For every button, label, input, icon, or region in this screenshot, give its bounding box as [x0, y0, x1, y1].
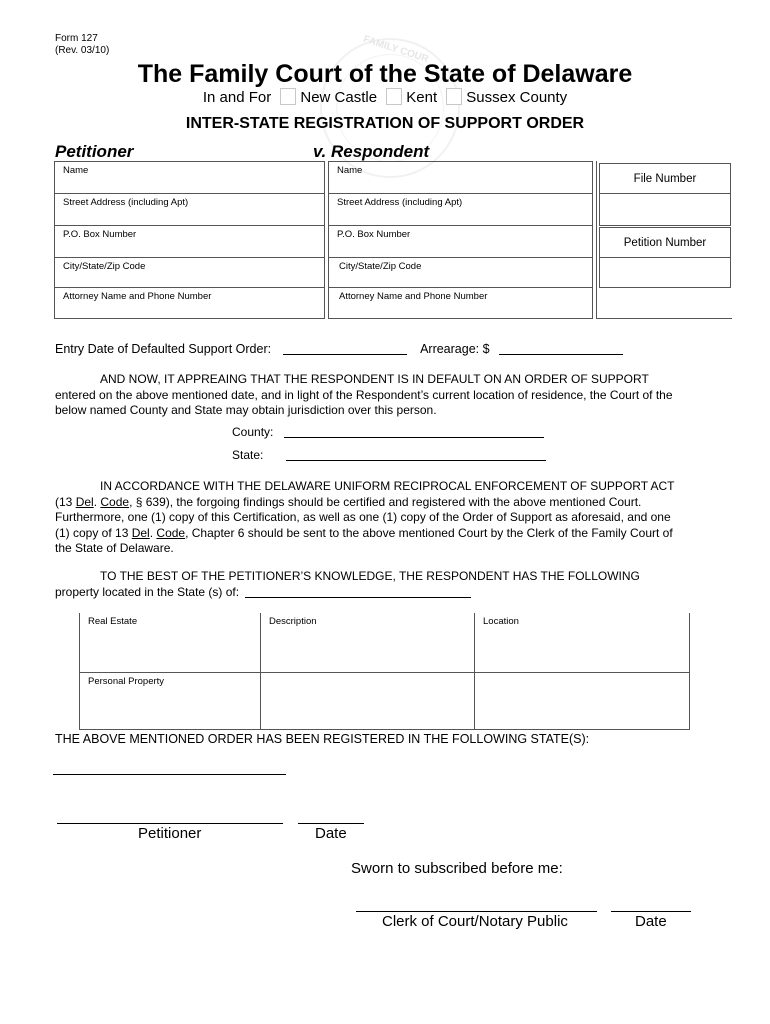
respondent-street-label: Street Address (including Apt): [337, 197, 463, 208]
default-paragraph-line-1: AND NOW, IT APPREAING THAT THE RESPONDENT IS IN DEFAULT ON AN ORDER OF SUPPORT: [100, 372, 649, 386]
petition-number-header: [599, 227, 731, 258]
petitioner-pobox-label: P.O. Box Number: [63, 229, 137, 240]
accordance-line-4-start: (1) copy of 13: [55, 525, 132, 540]
real-estate-label: Real Estate: [88, 616, 138, 627]
respondent-city-label: City/State/Zip Code: [339, 261, 422, 272]
accordance-paragraph: [55, 479, 735, 557]
sworn-text: Sworn to subscribed before me:: [351, 860, 563, 877]
entry-date-label: Entry Date of Defaulted Support Order:: [55, 342, 272, 356]
in-and-for-label: In and For: [202, 89, 272, 106]
kent-checkbox[interactable]: [386, 88, 402, 105]
county-row: [232, 425, 544, 441]
petitioner-attorney-field[interactable]: [54, 287, 325, 319]
form-number: Form 127: [55, 33, 98, 44]
respondent-city-field[interactable]: [328, 257, 593, 288]
default-paragraph-line-2: entered on the above mentioned date, and in light of the Respondent’s current location of residence, the Court of the: [55, 387, 673, 402]
personal-property-label: Personal Property: [88, 676, 165, 687]
arrearage-input[interactable]: [499, 343, 623, 355]
registered-states-input[interactable]: [53, 774, 286, 775]
new-castle-label: New Castle: [300, 89, 378, 106]
petitioner-name-field[interactable]: [54, 161, 325, 194]
del-citation-2: Del: [131, 525, 150, 540]
clerk-signature-line[interactable]: [356, 911, 597, 912]
default-paragraph: [55, 372, 735, 419]
county-input[interactable]: [284, 426, 544, 438]
description-label: Description: [269, 616, 317, 627]
real-estate-cell[interactable]: [79, 613, 261, 673]
file-number-label: File Number: [633, 173, 697, 185]
citation-dot: .: [93, 494, 101, 509]
form-subtitle: INTER-STATE REGISTRATION OF SUPPORT ORDER: [185, 115, 585, 132]
state-row: [232, 448, 546, 464]
petitioner-city-field[interactable]: [54, 257, 325, 288]
petitioner-heading: Petitioner: [55, 142, 134, 161]
personal-property-description-cell[interactable]: [260, 672, 475, 730]
petitioner-city-label: City/State/Zip Code: [63, 261, 146, 272]
clerk-signature-label: Clerk of Court/Notary Public: [382, 913, 568, 930]
file-column-bottom-line: [596, 318, 732, 319]
seal-text: FAMILY COUR: [361, 33, 430, 66]
petitioner-date-line[interactable]: [298, 823, 364, 824]
registered-states-text: THE ABOVE MENTIONED ORDER HAS BEEN REGISTERED IN THE FOLLOWING STATE(S):: [55, 732, 590, 746]
county-selection: [0, 88, 770, 106]
file-number-field[interactable]: [599, 193, 731, 226]
accordance-line-5: the State of Delaware.: [55, 541, 174, 555]
location-label: Location: [483, 616, 519, 627]
file-number-header: [599, 163, 731, 194]
petitioner-attorney-label: Attorney Name and Phone Number: [63, 291, 212, 302]
form-identifier: [55, 33, 109, 57]
property-line-1: TO THE BEST OF THE PETITIONER’S KNOWLEDGE, THE RESPONDENT HAS THE FOLLOWING: [100, 569, 640, 583]
property-state-input[interactable]: [245, 586, 471, 598]
file-column-divider: [596, 161, 597, 319]
petition-number-label: Petition Number: [623, 237, 707, 249]
property-line-2: [55, 585, 735, 601]
sussex-label: Sussex County: [466, 89, 568, 106]
petitioner-pobox-field[interactable]: [54, 225, 325, 258]
form-revision: (Rev. 03/10): [55, 45, 110, 56]
respondent-heading: v. Respondent: [313, 142, 430, 161]
del-citation: Del: [75, 494, 94, 509]
entry-date-input[interactable]: [283, 343, 407, 355]
arrearage-label: Arrearage: $: [420, 342, 490, 356]
default-paragraph-line-3: below named County and State may obtain jurisdiction over this person.: [55, 403, 437, 417]
state-input[interactable]: [286, 449, 546, 461]
respondent-pobox-field[interactable]: [328, 225, 593, 258]
accordance-line-2: [55, 495, 735, 511]
respondent-attorney-field[interactable]: [328, 287, 593, 319]
respondent-attorney-label: Attorney Name and Phone Number: [339, 291, 488, 302]
respondent-street-field[interactable]: [328, 193, 593, 226]
respondent-name-field[interactable]: [328, 161, 593, 194]
respondent-name-label: Name: [337, 165, 363, 176]
kent-label: Kent: [406, 89, 438, 106]
state-label: State:: [232, 448, 264, 462]
respondent-pobox-label: P.O. Box Number: [337, 229, 411, 240]
county-label: County:: [232, 425, 274, 439]
petitioner-street-field[interactable]: [54, 193, 325, 226]
petition-number-field[interactable]: [599, 257, 731, 288]
clerk-date-label: Date: [635, 913, 667, 930]
real-estate-location-cell[interactable]: [474, 613, 690, 673]
personal-property-cell[interactable]: [79, 672, 261, 730]
citation-dot-2: .: [149, 525, 157, 540]
accordance-line-4-end: , Chapter 6 should be sent to the above mentioned Court by the Clerk of the Family Court of: [185, 525, 673, 540]
petitioner-date-label: Date: [315, 825, 347, 842]
new-castle-checkbox[interactable]: [280, 88, 296, 105]
clerk-date-line[interactable]: [611, 911, 691, 912]
code-citation: Code: [100, 494, 130, 509]
court-title: The Family Court of the State of Delaware: [137, 60, 633, 88]
personal-property-location-cell[interactable]: [474, 672, 690, 730]
accordance-line-2-end: , § 639), the forgoing findings should be certified and registered with the above mentioned Court.: [129, 494, 642, 509]
accordance-line-2-start: (13: [55, 494, 76, 509]
petitioner-name-label: Name: [63, 165, 89, 176]
accordance-line-1: IN ACCORDANCE WITH THE DELAWARE UNIFORM RECIPROCAL ENFORCEMENT OF SUPPORT ACT: [100, 479, 675, 493]
code-citation-2: Code: [156, 525, 186, 540]
property-location-label: property located in the State (s) of:: [55, 584, 240, 599]
petitioner-signature-label: Petitioner: [138, 825, 202, 842]
accordance-line-3: Furthermore, one (1) copy of this Certification, as well as one (1) copy of the Order of Support as aforesaid, and one: [55, 510, 671, 524]
entry-date-row: [55, 342, 623, 358]
real-estate-description-cell[interactable]: [260, 613, 475, 673]
property-paragraph: [55, 569, 735, 600]
sussex-checkbox[interactable]: [446, 88, 462, 105]
accordance-line-4: [55, 526, 735, 542]
petitioner-street-label: Street Address (including Apt): [63, 197, 189, 208]
petitioner-signature-line[interactable]: [57, 823, 283, 824]
